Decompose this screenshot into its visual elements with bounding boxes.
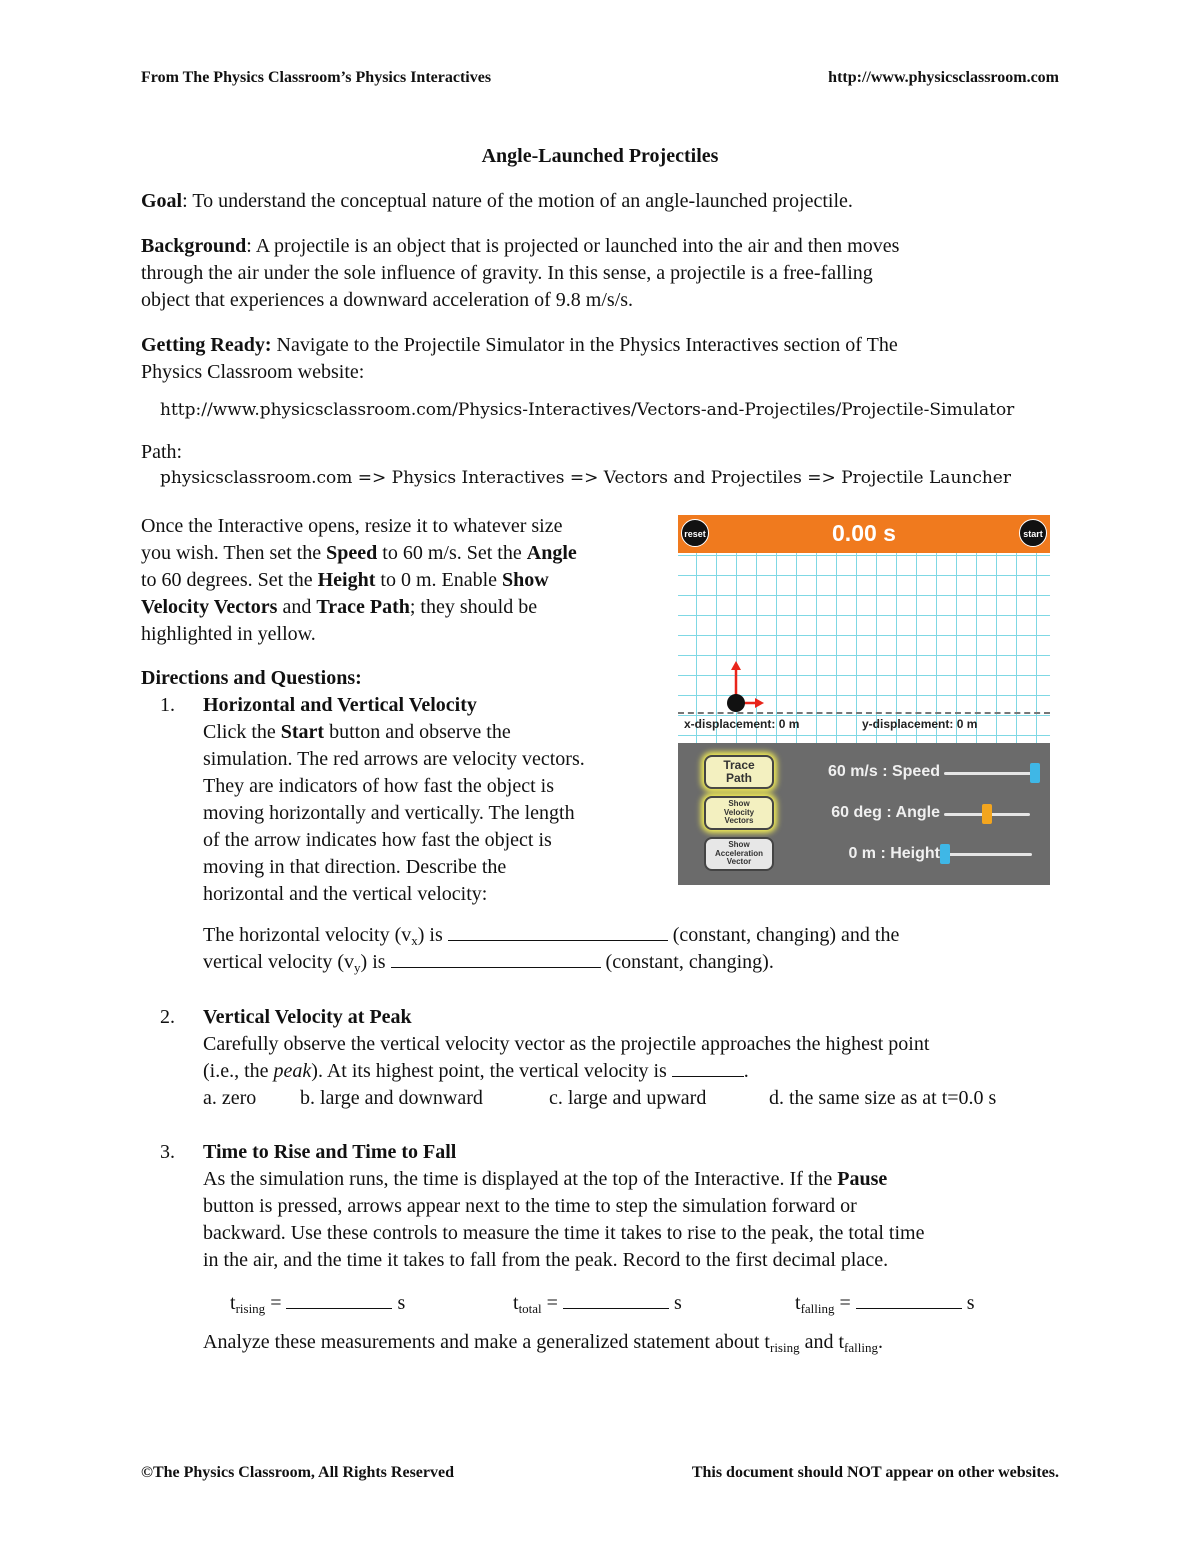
button-label: Vectors xyxy=(724,816,754,826)
simulator-time-display: 0.00 s xyxy=(832,520,896,546)
q1-answer-text: ) is xyxy=(417,924,448,946)
goal-paragraph xyxy=(141,188,853,215)
peak-term: peak xyxy=(273,1060,312,1082)
speed-term: Speed xyxy=(326,542,378,564)
button-label: Show xyxy=(728,799,750,809)
q1-answer-text: ) is xyxy=(360,951,391,973)
path-label: Path: xyxy=(141,441,183,463)
button-label: Vector xyxy=(726,857,752,867)
intro-text: and xyxy=(277,596,317,618)
q1-text: button and observe the xyxy=(324,721,511,743)
t-rising-blank[interactable] xyxy=(286,1290,392,1309)
q2-choices xyxy=(203,1085,1083,1112)
vertical-velocity-blank[interactable] xyxy=(391,949,601,968)
intro-text: to 0 m. Enable xyxy=(375,569,503,591)
simulator-url[interactable]: http://www.physicsclassroom.com/Physics-Interactives/Vectors-and-Projectiles/Projectile-Simulator xyxy=(160,400,1015,420)
choice-a[interactable]: a. zero xyxy=(203,1087,257,1109)
button-label: Acceleration xyxy=(714,848,764,858)
t-total-blank[interactable] xyxy=(563,1290,669,1309)
intro-text: to 60 degrees. Set the xyxy=(141,569,318,591)
choice-c[interactable]: c. large and upward xyxy=(549,1087,707,1109)
unit-seconds: s xyxy=(668,1292,682,1314)
show-term: Show xyxy=(502,569,549,591)
q3-text: As the simulation runs, the time is displayed at the top of the Interactive. If the xyxy=(203,1168,838,1190)
angle-label: 60 deg : Angle xyxy=(831,804,940,821)
t-symbol: t xyxy=(513,1292,519,1314)
ground-line xyxy=(678,712,1050,714)
intro-paragraph xyxy=(141,513,661,648)
q1-line-6: moving in that direction. Describe the xyxy=(203,856,507,878)
q3-line-4: in the air, and the time it takes to fall from the peak. Record to the first decimal place. xyxy=(203,1249,889,1271)
q1-line-7: horizontal and the vertical velocity: xyxy=(203,883,488,905)
navigation-path: physicsclassroom.com => Physics Interactives => Vectors and Projectiles => Projectile Launcher xyxy=(160,468,1011,488)
background-line-1: : A projectile is an object that is projected or launched into the air and then moves xyxy=(246,235,900,257)
q3-title: Time to Rise and Time to Fall xyxy=(203,1141,457,1163)
q1-line-5: of the arrow indicates how fast the object is xyxy=(203,829,552,851)
subscript-falling: falling xyxy=(800,1301,835,1316)
button-label: Trace xyxy=(723,758,755,773)
q2-text: . xyxy=(743,1060,749,1082)
button-label: Velocity xyxy=(723,807,755,817)
equals: = xyxy=(834,1292,856,1314)
q3-line-2: button is pressed, arrows appear next to the time to step the simulation forward or xyxy=(203,1195,857,1217)
angle-term: Angle xyxy=(526,542,577,564)
speed-slider-thumb[interactable] xyxy=(1030,763,1040,783)
equals: = xyxy=(541,1292,563,1314)
choice-d[interactable]: d. the same size as at t=0.0 s xyxy=(769,1087,997,1109)
q3-number: 3. xyxy=(160,1141,175,1163)
q1-answer-text: (constant, changing). xyxy=(600,951,774,973)
footer-notice: This document should NOT appear on other websites. xyxy=(691,1464,1059,1481)
getting-ready-label: Getting Ready: xyxy=(141,334,272,356)
page-title: Angle-Launched Projectiles xyxy=(481,145,719,167)
arrow-head-icon xyxy=(755,698,764,708)
simulator-control-panel xyxy=(678,743,1050,885)
q1-answer-text: The horizontal velocity (v xyxy=(203,924,412,946)
q3-line-3: backward. Use these controls to measure the time it takes to rise to the peak, the total time xyxy=(203,1222,925,1244)
unit-seconds: s xyxy=(392,1292,406,1314)
q2-body xyxy=(203,1004,1083,1112)
subscript-falling: falling xyxy=(844,1340,878,1355)
q2-number: 2. xyxy=(160,1006,175,1028)
intro-text: to 60 m/s. Set the xyxy=(377,542,527,564)
show-velocity-vectors-button[interactable] xyxy=(704,796,774,830)
analyze-text: . xyxy=(877,1331,883,1353)
q1-line-2: simulation. The red arrows are velocity vectors. xyxy=(203,748,585,770)
t-symbol: t xyxy=(230,1292,236,1314)
q1-text: Click the xyxy=(203,721,281,743)
equals: = xyxy=(265,1292,287,1314)
footer-copyright: ©The Physics Classroom, All Rights Reserved xyxy=(141,1464,454,1481)
q1-answer-text: (constant, changing) and the xyxy=(667,924,900,946)
header-source: From The Physics Classroom’s Physics Interactives xyxy=(141,69,492,86)
button-label: Show xyxy=(728,840,750,850)
subscript-total: total xyxy=(518,1301,542,1316)
background-line-2: through the air under the sole influence of gravity. In this sense, a projectile is a free-falling xyxy=(141,262,873,284)
intro-line-5: highlighted in yellow. xyxy=(141,623,316,645)
projectile-simulator xyxy=(678,515,1050,885)
q1-line-4: moving horizontally and vertically. The length xyxy=(203,802,575,824)
height-slider-track[interactable] xyxy=(940,853,1032,856)
height-slider-thumb[interactable] xyxy=(940,844,950,864)
velocity-vectors xyxy=(678,515,1050,745)
pause-term: Pause xyxy=(837,1168,888,1190)
subscript-y: y xyxy=(354,960,361,975)
analyze-text: and t xyxy=(799,1331,845,1353)
goal-label: Goal xyxy=(141,190,183,212)
t-total-entry xyxy=(513,1290,682,1317)
q1-number: 1. xyxy=(160,694,175,716)
angle-slider-thumb[interactable] xyxy=(982,804,992,824)
t-rising-entry xyxy=(230,1290,405,1317)
y-displacement-readout: y-displacement: 0 m xyxy=(862,717,978,731)
show-acceleration-vector-button[interactable] xyxy=(704,837,774,871)
speed-slider-track[interactable] xyxy=(944,772,1036,775)
subscript-x: x xyxy=(411,933,418,948)
q1-title: Horizontal and Vertical Velocity xyxy=(203,694,477,716)
projectile-ball xyxy=(727,694,745,712)
start-button[interactable]: start xyxy=(1019,519,1047,547)
x-displacement-readout: x-displacement: 0 m xyxy=(684,717,800,731)
intro-text: ; they should be xyxy=(409,596,538,618)
t-symbol: t xyxy=(795,1292,801,1314)
intro-text: you wish. Then set the xyxy=(141,542,327,564)
t-falling-entry xyxy=(795,1290,975,1317)
intro-line-1: Once the Interactive opens, resize it to whatever size xyxy=(141,515,563,537)
horizontal-velocity-blank[interactable] xyxy=(448,922,668,941)
background-paragraph xyxy=(141,233,899,314)
height-term: Height xyxy=(317,569,376,591)
goal-text: : To understand the conceptual nature of the motion of an angle-launched projectile. xyxy=(182,190,853,212)
getting-ready-line-2: Physics Classroom website: xyxy=(141,361,365,383)
getting-ready-line-1: Navigate to the Projectile Simulator in the Physics Interactives section of The xyxy=(271,334,898,356)
q1-body xyxy=(203,692,663,908)
analyze-statement xyxy=(203,1329,883,1356)
q1-answers xyxy=(203,922,1103,976)
q1-line-3: They are indicators of how fast the object is xyxy=(203,775,554,797)
velocity-vectors-term: Velocity Vectors xyxy=(141,596,278,618)
q2-text: (i.e., the xyxy=(203,1060,274,1082)
subscript-rising: rising xyxy=(769,1340,800,1355)
q2-title: Vertical Velocity at Peak xyxy=(203,1006,412,1028)
getting-ready-paragraph xyxy=(141,332,898,386)
start-term: Start xyxy=(280,721,325,743)
peak-velocity-blank[interactable] xyxy=(672,1058,744,1077)
q2-text: ). At its highest point, the vertical velocity is xyxy=(311,1060,672,1082)
t-falling-blank[interactable] xyxy=(856,1290,962,1309)
speed-label: 60 m/s : Speed xyxy=(827,763,940,780)
q2-line-1: Carefully observe the vertical velocity vector as the projectile approaches the highest point xyxy=(203,1033,930,1055)
height-label: 0 m : Height xyxy=(848,845,940,862)
choice-b[interactable]: b. large and downward xyxy=(300,1087,483,1109)
q1-answer-text: vertical velocity (v xyxy=(203,951,355,973)
arrow-head-icon xyxy=(731,661,741,670)
button-label: Path xyxy=(725,771,752,785)
trace-path-term: Trace Path xyxy=(316,596,410,618)
reset-button[interactable]: reset xyxy=(681,519,709,547)
unit-seconds: s xyxy=(961,1292,975,1314)
background-line-3: object that experiences a downward acceleration of 9.8 m/s/s. xyxy=(141,289,634,311)
background-label: Background xyxy=(141,235,247,257)
trace-path-button[interactable] xyxy=(704,755,774,789)
analyze-text: Analyze these measurements and make a generalized statement about t xyxy=(203,1331,770,1353)
q3-body xyxy=(203,1139,1083,1274)
subscript-rising: rising xyxy=(235,1301,266,1316)
directions-heading: Directions and Questions: xyxy=(141,667,362,689)
header-url[interactable]: http://www.physicsclassroom.com xyxy=(828,69,1059,86)
